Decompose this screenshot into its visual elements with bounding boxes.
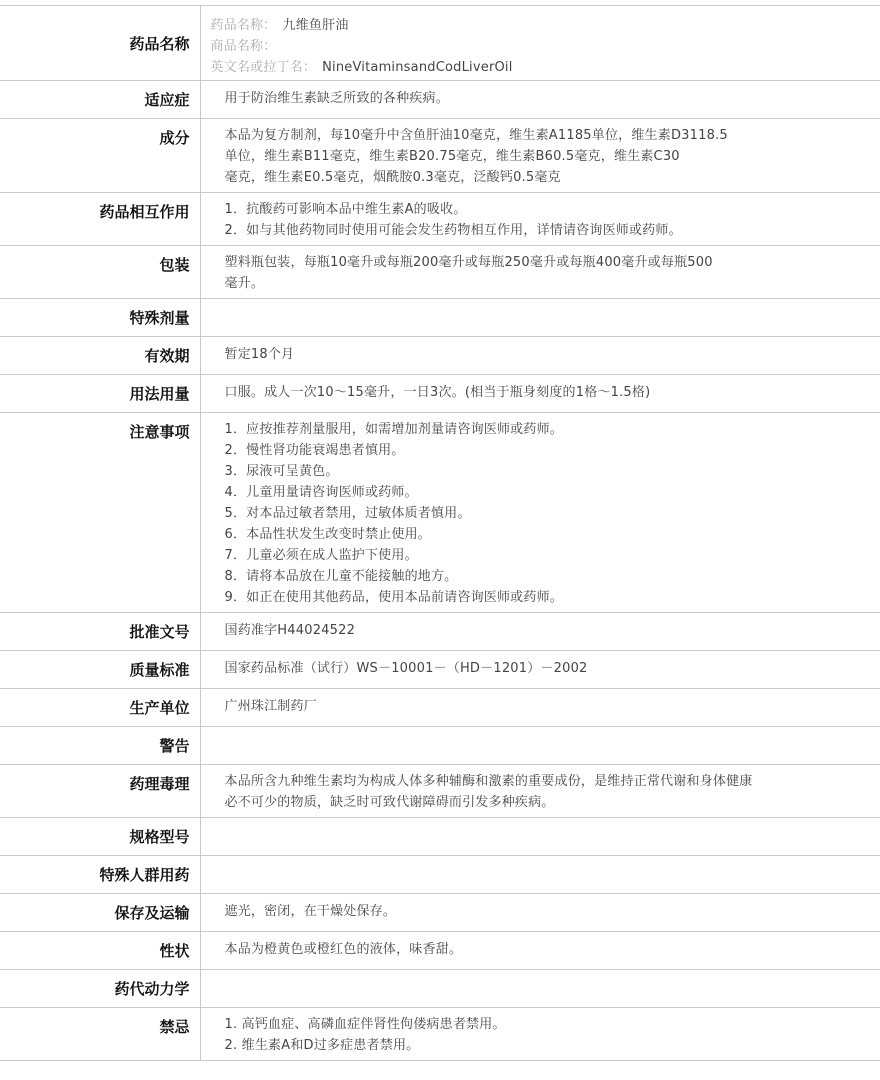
english-name-value: NineVitaminsandCodLiverOil: [322, 60, 513, 75]
row-ingredients: [0, 119, 880, 193]
precaution-item: 5．对本品过敏者禁用，过敏体质者慎用。: [224, 506, 471, 521]
english-name-label: 英文名或拉丁名：: [210, 60, 317, 75]
pharmacology-line: 必不可少的物质，缺乏时可致代谢障碍而引发多种疾病。: [224, 795, 555, 810]
label-approval: 批准文号: [0, 613, 200, 651]
label-indications: 适应症: [0, 81, 200, 119]
packaging-line: 塑料瓶包装，每瓶10毫升或每瓶200毫升或每瓶250毫升或每瓶400毫升或每瓶500: [224, 255, 713, 270]
row-packaging: [0, 246, 880, 299]
value-indications: 用于防治维生素缺乏所致的各种疾病。: [224, 91, 449, 106]
row-approval: [0, 613, 880, 651]
value-special-dosage: [200, 299, 880, 337]
label-packaging: 包装: [0, 246, 200, 299]
row-usage: [0, 375, 880, 413]
row-expiry: [0, 337, 880, 375]
row-manufacturer: [0, 689, 880, 727]
row-drug-name: [0, 6, 880, 81]
trade-name-label: 商品名称：: [210, 39, 277, 54]
label-pharmacology: 药理毒理: [0, 765, 200, 818]
label-manufacturer: 生产单位: [0, 689, 200, 727]
label-contraindications: 禁忌: [0, 1008, 200, 1061]
label-drug-name: 药品名称: [0, 6, 200, 81]
generic-name-value: 九维鱼肝油: [282, 18, 349, 33]
value-storage: 遮光，密闭，在干燥处保存。: [224, 904, 397, 919]
contraindication-item: 1. 高钙血症、高磷血症伴肾性佝偻病患者禁用。: [224, 1017, 506, 1032]
value-warning: [200, 727, 880, 765]
value-precautions: [200, 413, 880, 613]
label-expiry: 有效期: [0, 337, 200, 375]
value-usage: 口服。成人一次10～15毫升，一日3次。(相当于瓶身刻度的1格～1.5格): [224, 385, 651, 400]
row-standard: [0, 651, 880, 689]
row-appearance: [0, 932, 880, 970]
precaution-item: 6．本品性状发生改变时禁止使用。: [224, 527, 431, 542]
row-pharmacology: [0, 765, 880, 818]
value-ingredients: [200, 119, 880, 193]
value-contraindications: [200, 1008, 880, 1061]
label-special-population: 特殊人群用药: [0, 856, 200, 894]
precaution-item: 9．如正在使用其他药品，使用本品前请咨询医师或药师。: [224, 590, 563, 605]
value-specification: [200, 818, 880, 856]
interactions-line: 2．如与其他药物同时使用可能会发生药物相互作用，详情请咨询医师或药师。: [224, 223, 682, 238]
label-ingredients: 成分: [0, 119, 200, 193]
value-packaging: [200, 246, 880, 299]
english-name-line: [211, 57, 871, 78]
row-storage: [0, 894, 880, 932]
value-interactions: [200, 193, 880, 246]
value-standard: 国家药品标准（试行）WS－10001－（HD－1201）－2002: [224, 661, 588, 676]
pharmacology-line: 本品所含九种维生素均为构成人体多种辅酶和激素的重要成份，是维持正常代谢和身体健康: [224, 774, 753, 789]
value-appearance: 本品为橙黄色或橙红色的液体，味香甜。: [224, 942, 463, 957]
value-pharmacokinetics: [200, 970, 880, 1008]
drug-info-table: [0, 5, 880, 1061]
contraindication-item: 2. 维生素A和D过多症患者禁用。: [224, 1038, 420, 1053]
label-special-dosage: 特殊剂量: [0, 299, 200, 337]
label-storage: 保存及运输: [0, 894, 200, 932]
label-interactions: 药品相互作用: [0, 193, 200, 246]
label-warning: 警告: [0, 727, 200, 765]
ingredients-line: 毫克，维生素E0.5毫克，烟酰胺0.3毫克，泛酸钙0.5毫克: [224, 170, 561, 185]
row-warning: [0, 727, 880, 765]
row-contraindications: [0, 1008, 880, 1061]
row-interactions: [0, 193, 880, 246]
value-manufacturer: 广州珠江制药厂: [224, 699, 317, 714]
row-pharmacokinetics: [0, 970, 880, 1008]
value-drug-name: [200, 6, 880, 81]
value-special-population: [200, 856, 880, 894]
label-appearance: 性状: [0, 932, 200, 970]
generic-name-label: 药品名称：: [210, 18, 277, 33]
precaution-item: 8．请将本品放在儿童不能接触的地方。: [224, 569, 458, 584]
generic-name-line: [211, 15, 871, 36]
ingredients-line: 本品为复方制剂，每10毫升中含鱼肝油10毫克，维生素A1185单位，维生素D3118.5: [224, 128, 728, 143]
label-pharmacokinetics: 药代动力学: [0, 970, 200, 1008]
drug-info-table-wrapper: [0, 5, 880, 1061]
label-specification: 规格型号: [0, 818, 200, 856]
row-specification: [0, 818, 880, 856]
precaution-item: 4．儿童用量请咨询医师或药师。: [224, 485, 418, 500]
ingredients-line: 单位，维生素B11毫克，维生素B20.75毫克，维生素B60.5毫克，维生素C30: [224, 149, 680, 164]
interactions-line: 1．抗酸药可影响本品中维生素A的吸收。: [224, 202, 467, 217]
precaution-item: 1．应按推荐剂量服用，如需增加剂量请咨询医师或药师。: [224, 422, 563, 437]
value-approval: 国药准字H44024522: [224, 623, 356, 638]
precaution-item: 3．尿液可呈黄色。: [224, 464, 339, 479]
row-indications: [0, 81, 880, 119]
precaution-item: 2．慢性肾功能衰竭患者慎用。: [224, 443, 405, 458]
label-standard: 质量标准: [0, 651, 200, 689]
trade-name-line: [211, 36, 871, 57]
packaging-line: 毫升。: [224, 276, 265, 291]
label-usage: 用法用量: [0, 375, 200, 413]
value-pharmacology: [200, 765, 880, 818]
row-special-dosage: [0, 299, 880, 337]
value-expiry: 暂定18个月: [224, 347, 295, 362]
row-special-population: [0, 856, 880, 894]
precaution-item: 7．儿童必须在成人监护下使用。: [224, 548, 418, 563]
label-precautions: 注意事项: [0, 413, 200, 613]
row-precautions: [0, 413, 880, 613]
